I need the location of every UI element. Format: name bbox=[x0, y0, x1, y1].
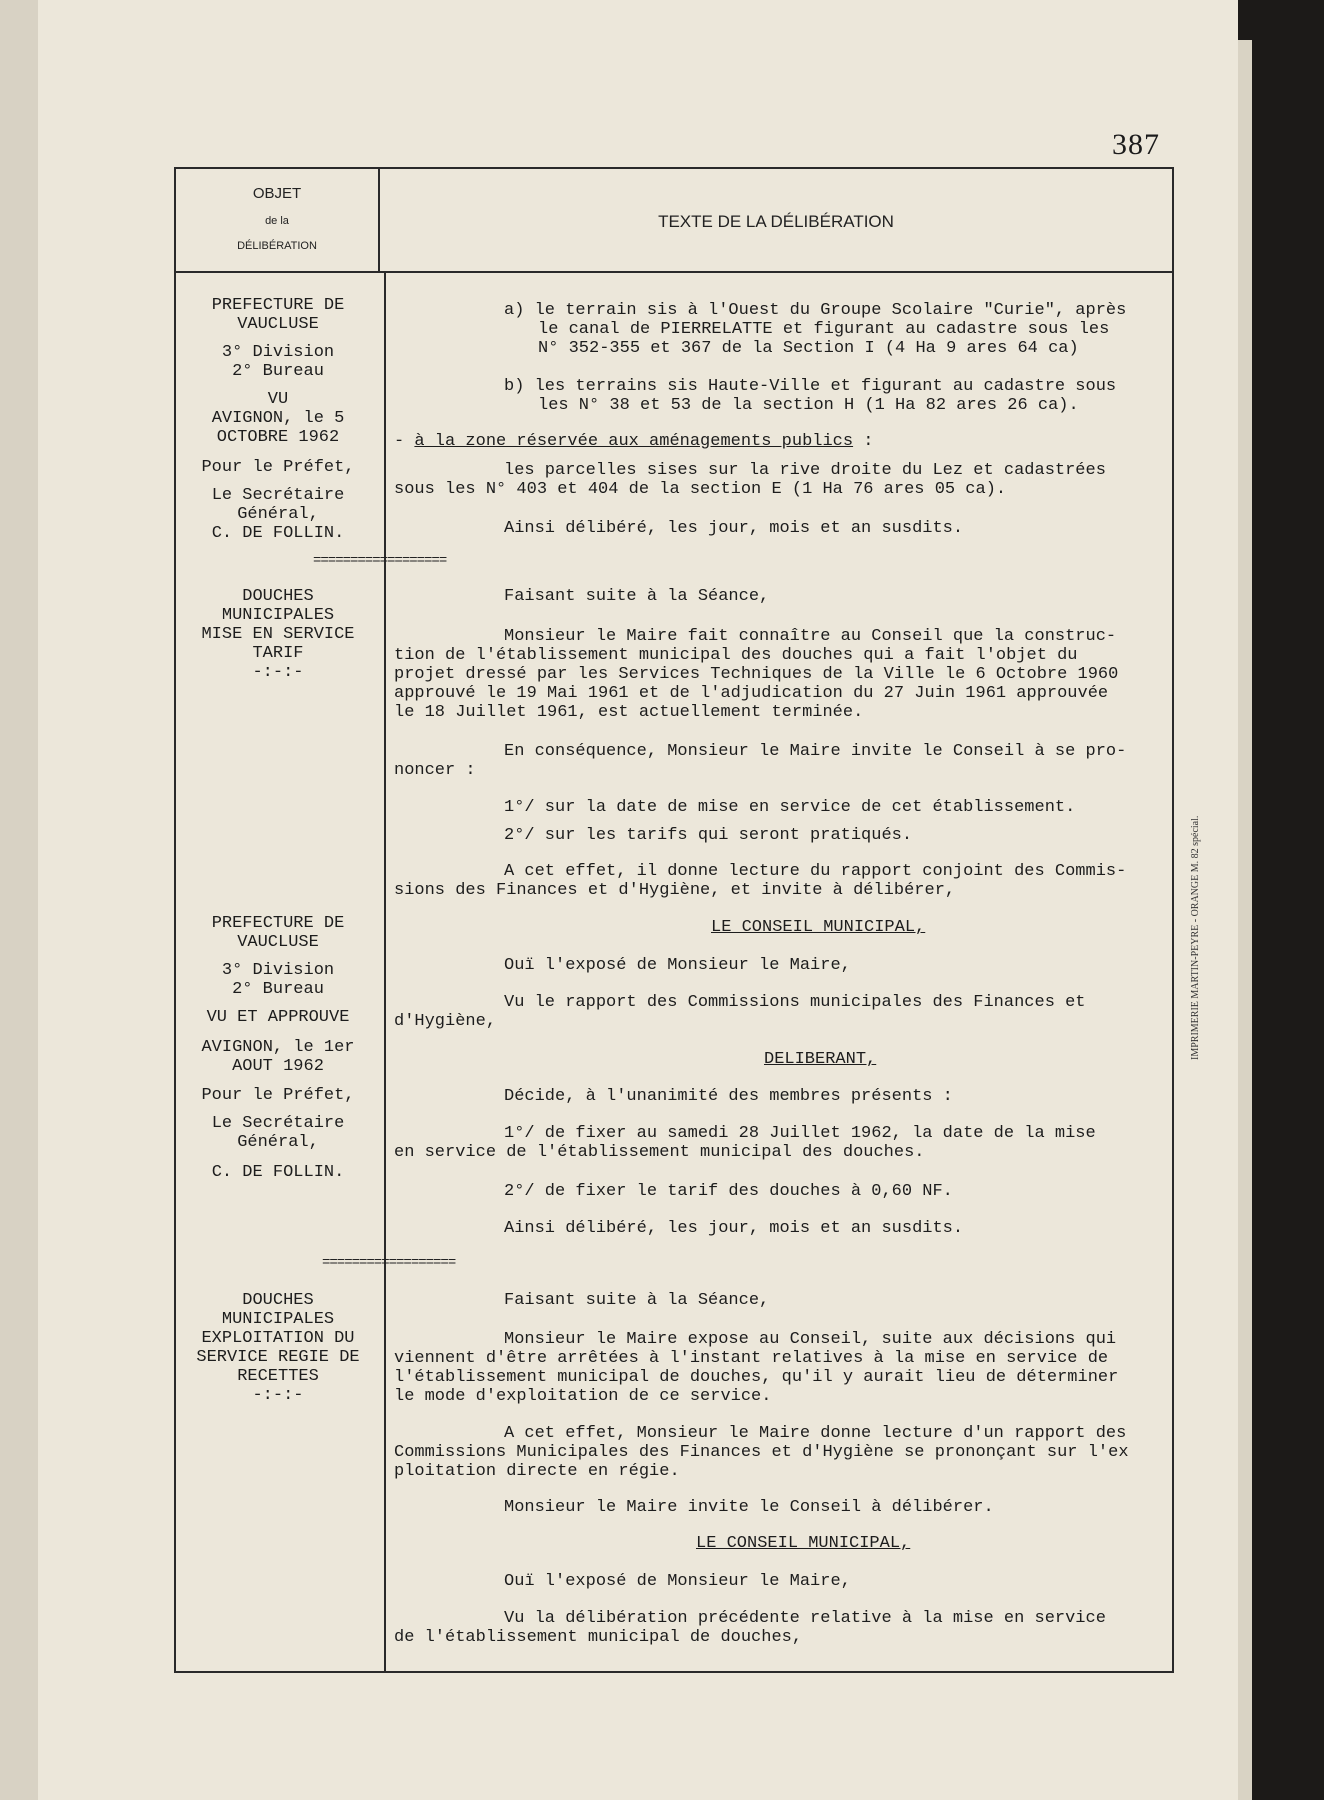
text-line: noncer : bbox=[394, 761, 476, 780]
left-service-regie: SERVICE REGIE DE bbox=[196, 1348, 360, 1367]
text-line: le canal de PIERRELATTE et figurant au cadastre sous les bbox=[538, 320, 1110, 339]
text-line: l'établissement municipal de douches, qu'il y aurait lieu de déterminer bbox=[394, 1368, 1119, 1387]
left-bureau: 2° Bureau bbox=[232, 980, 324, 999]
text-line: 1°/ de fixer au samedi 28 Juillet 1962, la date de la mise bbox=[504, 1124, 1096, 1143]
left-vaucluse: VAUCLUSE bbox=[237, 933, 319, 952]
text-line: le mode d'exploitation de ce service. bbox=[394, 1387, 772, 1406]
page-number: 387 bbox=[1112, 128, 1160, 161]
left-pour-prefet: Pour le Préfet, bbox=[201, 1086, 355, 1105]
header-divider bbox=[176, 271, 1172, 273]
left-avignon-date: AVIGNON, le 1er bbox=[201, 1038, 355, 1057]
text-line: tion de l'établissement municipal des douches qui a fait l'objet du bbox=[394, 646, 1078, 665]
text-line: N° 352-355 et 367 de la Section I (4 Ha 9 ares 64 ca) bbox=[538, 339, 1079, 358]
left-douches: DOUCHES bbox=[242, 587, 314, 606]
text-line: Ouï l'exposé de Monsieur le Maire, bbox=[504, 956, 851, 975]
text-line: d'Hygiène, bbox=[394, 1012, 497, 1031]
printer-imprint: IMPRIMERIE MARTIN-PEYRE - ORANGE M. 82 spécial. bbox=[1190, 815, 1201, 1060]
text-line: de l'établissement municipal de douches, bbox=[394, 1628, 803, 1647]
left-secretaire: Le Secrétaire bbox=[211, 1114, 345, 1133]
left-vaucluse: VAUCLUSE bbox=[237, 315, 319, 334]
header-objet: OBJET bbox=[252, 185, 302, 202]
left-recettes: RECETTES bbox=[237, 1367, 319, 1386]
left-vu-approuve: VU ET APPROUVE bbox=[206, 1008, 350, 1027]
header-text-title: TEXTE DE LA DÉLIBÉRATION bbox=[658, 212, 894, 231]
text-line: projet dressé par les Services Techniques de la Ville le 6 Octobre 1960 bbox=[394, 665, 1119, 684]
text-line: viennent d'être arrêtées à l'instant relatives à la mise en service de bbox=[394, 1349, 1109, 1368]
left-ornament: -:-:- bbox=[252, 663, 304, 682]
left-municipales: MUNICIPALES bbox=[221, 606, 335, 625]
separator-line: ================== bbox=[313, 553, 447, 569]
text-line: b) les terrains sis Haute-Ville et figurant au cadastre sous bbox=[504, 377, 1117, 396]
left-general: Général, bbox=[237, 505, 319, 524]
text-line: 1°/ sur la date de mise en service de cet établissement. bbox=[504, 798, 1076, 817]
left-division: 3° Division bbox=[221, 343, 335, 362]
text-line: Vu la délibération précédente relative à la mise en service bbox=[504, 1609, 1106, 1628]
text-line: en service de l'établissement municipal des douches. bbox=[394, 1143, 925, 1162]
zone-heading: - à la zone réservée aux aménagements publics : bbox=[394, 432, 874, 451]
deliberation-frame bbox=[174, 167, 1174, 1673]
text-line: Ainsi délibéré, les jour, mois et an susdits. bbox=[504, 519, 964, 538]
text-line: Vu le rapport des Commissions municipales des Finances et bbox=[504, 993, 1086, 1012]
left-avignon-date: AVIGNON, le 5 bbox=[211, 409, 345, 428]
text-line: sous les N° 403 et 404 de la section E (1 Ha 76 ares 05 ca). bbox=[394, 480, 1007, 499]
text-line: Décide, à l'unanimité des membres présents : bbox=[504, 1087, 953, 1106]
text-line: ploitation directe en régie. bbox=[394, 1462, 680, 1481]
text-line: les parcelles sises sur la rive droite du Lez et cadastrées bbox=[504, 461, 1106, 480]
left-division: 3° Division bbox=[221, 961, 335, 980]
text-line: A cet effet, il donne lecture du rapport conjoint des Commis- bbox=[504, 862, 1127, 881]
text-line: Faisant suite à la Séance, bbox=[504, 1291, 770, 1310]
left-signatory: C. DE FOLLIN. bbox=[211, 1163, 345, 1182]
page-edge bbox=[1238, 40, 1252, 1800]
left-mise-en-service: MISE EN SERVICE bbox=[201, 625, 355, 644]
conseil-heading: LE CONSEIL MUNICIPAL, bbox=[711, 918, 926, 937]
left-general: Général, bbox=[237, 1133, 319, 1152]
header-de-la: de la bbox=[265, 215, 289, 227]
text-line: le 18 Juillet 1961, est actuellement terminée. bbox=[394, 703, 864, 722]
left-douches: DOUCHES bbox=[242, 1291, 314, 1310]
text-line: Faisant suite à la Séance, bbox=[504, 587, 770, 606]
text-line: Commissions Municipales des Finances et d'Hygiène se prononçant sur l'ex bbox=[394, 1443, 1129, 1462]
left-municipales: MUNICIPALES bbox=[221, 1310, 335, 1329]
header-object-cell bbox=[176, 169, 378, 271]
binding-strip bbox=[0, 0, 38, 1800]
text-line: En conséquence, Monsieur le Maire invite le Conseil à se pro- bbox=[504, 742, 1127, 761]
text-line: A cet effet, Monsieur le Maire donne lecture d'un rapport des bbox=[504, 1424, 1127, 1443]
text-line: Monsieur le Maire fait connaître au Conseil que la construc- bbox=[504, 627, 1117, 646]
left-tarif: TARIF bbox=[252, 644, 304, 663]
column-divider bbox=[384, 273, 386, 1671]
left-ornament: -:-:- bbox=[252, 1386, 304, 1405]
separator-line: ================== bbox=[322, 1255, 456, 1271]
left-secretaire: Le Secrétaire bbox=[211, 486, 345, 505]
text-line: les N° 38 et 53 de la section H (1 Ha 82 ares 26 ca). bbox=[538, 396, 1079, 415]
text-line: 2°/ sur les tarifs qui seront pratiqués. bbox=[504, 826, 913, 845]
left-pour-prefet: Pour le Préfet, bbox=[201, 458, 355, 477]
left-prefecture: PREFECTURE DE bbox=[211, 914, 345, 933]
text-line: sions des Finances et d'Hygiène, et invite à délibérer, bbox=[394, 881, 956, 900]
left-prefecture: PREFECTURE DE bbox=[211, 296, 345, 315]
left-month-year: OCTOBRE 1962 bbox=[216, 428, 340, 447]
header-deliberation: DÉLIBÉRATION bbox=[237, 240, 317, 252]
text-line: 2°/ de fixer le tarif des douches à 0,60 NF. bbox=[504, 1182, 953, 1201]
text-line: approuvé le 19 Mai 1961 et de l'adjudication du 27 Juin 1961 approuvée bbox=[394, 684, 1109, 703]
text-line: Ainsi délibéré, les jour, mois et an susdits. bbox=[504, 1219, 964, 1238]
left-signatory: C. DE FOLLIN. bbox=[211, 524, 345, 543]
left-exploitation: EXPLOITATION DU bbox=[201, 1329, 355, 1348]
zone-heading-underlined: à la zone réservée aux aménagements publics bbox=[414, 432, 854, 451]
text-line: a) le terrain sis à l'Ouest du Groupe Scolaire "Curie", après bbox=[504, 301, 1127, 320]
left-vu: VU bbox=[267, 390, 289, 409]
text-line: Ouï l'exposé de Monsieur le Maire, bbox=[504, 1572, 851, 1591]
conseil-heading: LE CONSEIL MUNICIPAL, bbox=[696, 1534, 911, 1553]
left-bureau: 2° Bureau bbox=[232, 362, 324, 381]
deliberant-heading: DELIBERANT, bbox=[764, 1050, 877, 1069]
text-line: Monsieur le Maire invite le Conseil à délibérer. bbox=[504, 1498, 994, 1517]
text-line: Monsieur le Maire expose au Conseil, suite aux décisions qui bbox=[504, 1330, 1117, 1349]
left-month-year: AOUT 1962 bbox=[232, 1057, 324, 1076]
